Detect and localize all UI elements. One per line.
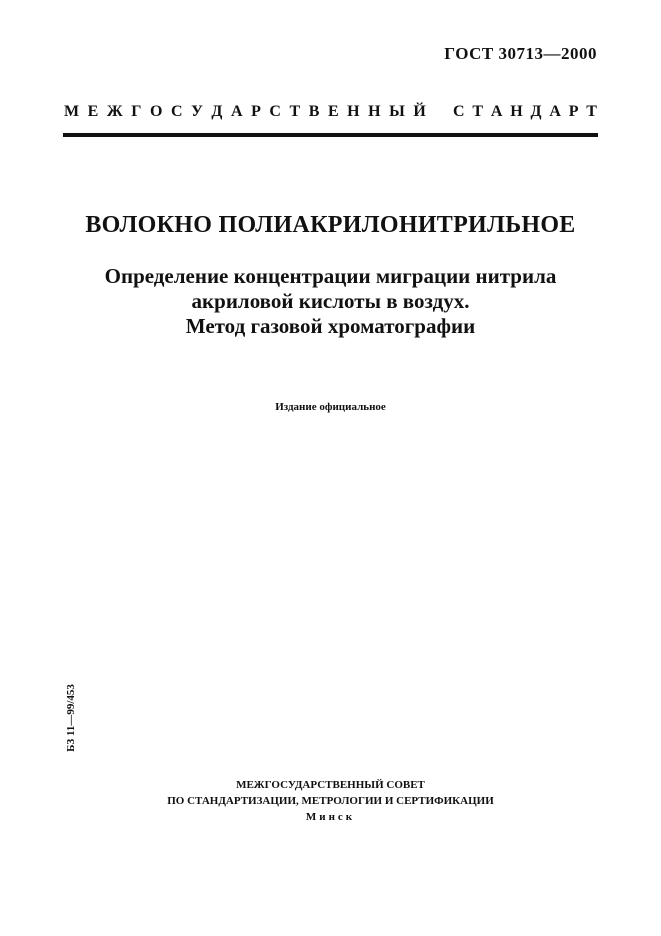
letter: М — [64, 103, 80, 120]
letter: В — [308, 103, 320, 120]
subtitle-line: Определение концентрации миграции нитрила — [104, 264, 557, 288]
standard-type-heading — [64, 103, 597, 121]
subtitle-line: Метод газовой хроматографии — [185, 314, 476, 338]
edition-label: Издание официальное — [275, 401, 386, 413]
letter: Н — [368, 103, 381, 120]
publisher-city: Минск — [305, 811, 356, 823]
letter: Й — [413, 103, 426, 120]
letter: С — [170, 103, 183, 120]
letter: Ж — [106, 103, 123, 120]
publisher-line-2: ПО СТАНДАРТИЗАЦИИ, МЕТРОЛОГИИ И СЕРТИФИКАЦИИ — [167, 795, 494, 807]
publisher-line-1: МЕЖГОСУДАРСТВЕННЫЙ СОВЕТ — [236, 779, 425, 791]
letter: Г — [131, 103, 142, 120]
letter: А — [230, 103, 243, 120]
gost-number: ГОСТ 30713—2000 — [444, 44, 597, 63]
document-subtitle — [0, 264, 661, 339]
letter: Т — [586, 103, 597, 120]
document-title: ВОЛОКНО ПОЛИАКРИЛОНИТРИЛЬНОЕ — [85, 212, 576, 238]
header-divider — [63, 133, 598, 137]
standard-type-word-1 — [64, 103, 426, 121]
letter: Д — [211, 103, 223, 120]
letter: Р — [251, 103, 261, 120]
letter: Т — [289, 103, 301, 120]
letter: Н — [510, 103, 523, 120]
letter: У — [191, 103, 203, 120]
letter: С — [453, 103, 465, 120]
letter: Е — [87, 103, 99, 120]
letter: Е — [327, 103, 339, 120]
letter: Ы — [389, 103, 405, 120]
letter: Д — [530, 103, 542, 120]
standard-type-word-2 — [453, 103, 597, 121]
letter: Н — [347, 103, 360, 120]
letter: С — [269, 103, 281, 120]
letter: Р — [568, 103, 579, 120]
letter: А — [549, 103, 561, 120]
side-publication-code: БЗ 11—99/453 — [65, 684, 77, 752]
letter: О — [149, 103, 163, 120]
publisher-block — [0, 777, 661, 825]
letter: Т — [472, 103, 484, 120]
subtitle-line: акриловой кислоты в воздух. — [191, 289, 470, 313]
letter: А — [490, 103, 503, 120]
